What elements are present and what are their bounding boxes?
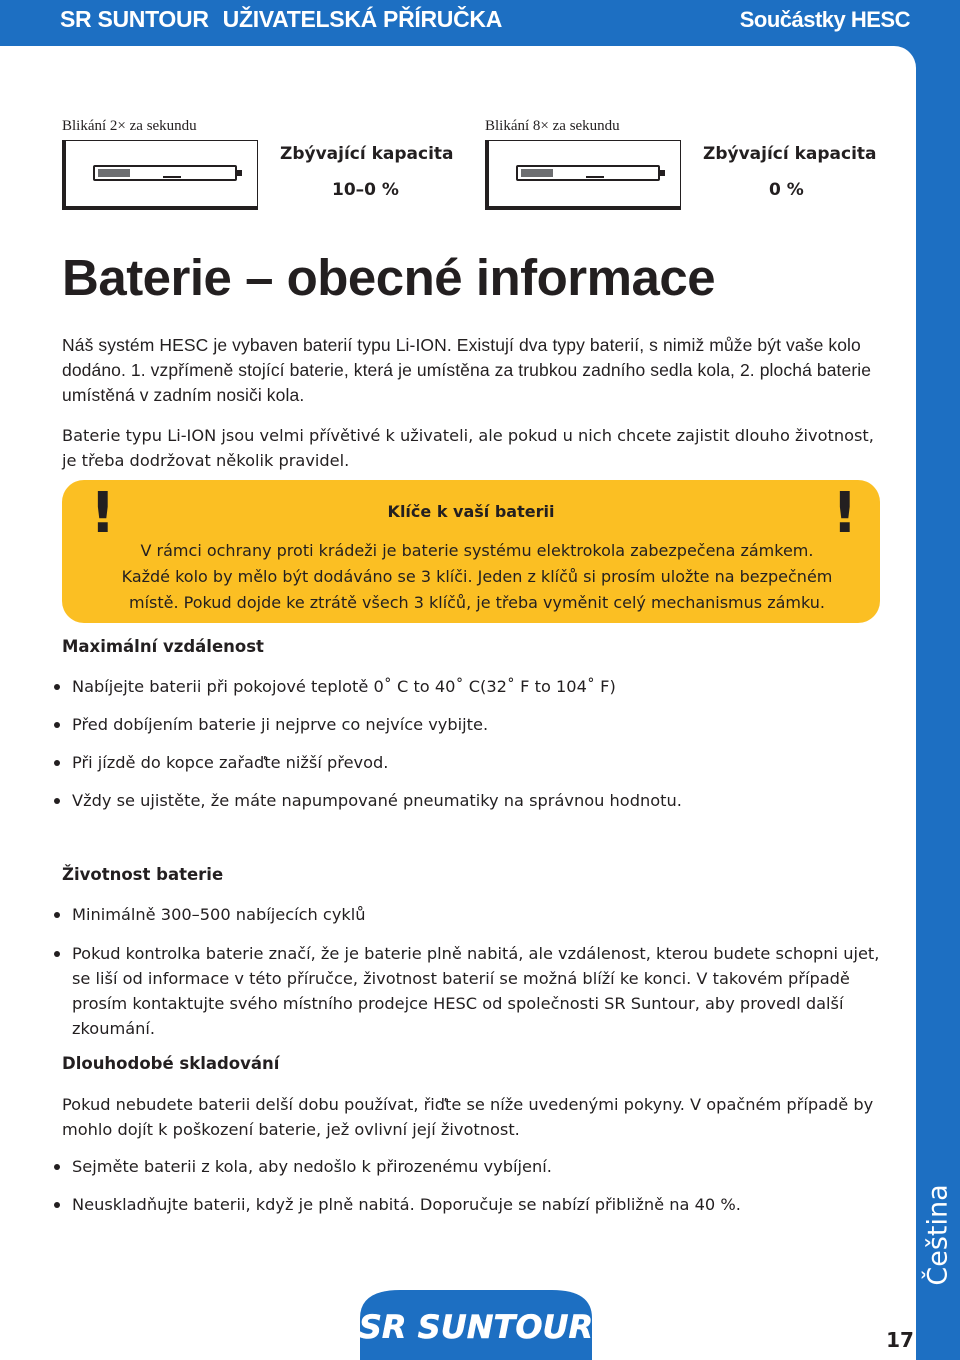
indicator-label: Zbývající kapacita — [280, 144, 454, 164]
list-item: Při jízdě do kopce zařaďte nižší převod. — [52, 750, 892, 775]
battery-indicator-1 — [62, 118, 462, 214]
battery-cell — [98, 169, 130, 177]
battery-tick — [163, 176, 181, 178]
sidebar-language — [918, 1180, 958, 1290]
indicator-value: 10–0 % — [332, 180, 399, 200]
header-title — [60, 6, 502, 33]
battery-tick — [586, 176, 604, 178]
battery-cell — [521, 169, 553, 177]
header-brand: SR SUNTOUR — [60, 6, 209, 32]
indicator-label: Zbývající kapacita — [703, 144, 877, 164]
page-number: 17 — [886, 1328, 914, 1352]
header-manual: UŽIVATELSKÁ PŘÍRUČKA — [222, 6, 503, 32]
section-heading-range: Maximální vzdálenost — [62, 637, 264, 656]
list-item: Neuskladňujte baterii, když je plně nabitá. Doporučuje se nabízí přibližně na 40 %. — [52, 1192, 892, 1217]
list-item: Nabíjejte baterii při pokojové teplotě 0˚ C to 40˚ C(32˚ F to 104˚ F) — [52, 674, 892, 699]
page-header — [0, 0, 960, 46]
indicator-display — [485, 140, 681, 210]
section-heading-storage: Dlouhodobé skladování — [62, 1054, 280, 1073]
suntour-logo — [340, 1288, 612, 1360]
section-heading-life: Životnost baterie — [62, 865, 224, 884]
battery-icon — [93, 165, 237, 181]
indicator-display — [62, 140, 258, 210]
warning-line: Každé kolo by mělo být dodáváno se 3 klíči. Jeden z klíčů si prosím uložte na bezpečném — [121, 567, 833, 586]
page-title: Baterie – obecné informace — [62, 249, 716, 306]
indicator-value: 0 % — [769, 180, 804, 200]
intro-paragraph-1: Náš systém HESC je vybaven baterií typu Li-ION. Existují dva typy baterií, s nimiž může být vaše kolo dodáno. 1. vzpřímeně stojící baterie, která je umístěna za trubkou zadního sedla kola, 2. plochá baterie umístěná v zadním nosiči kola. — [62, 335, 872, 405]
battery-icon — [516, 165, 660, 181]
list-item: Před dobíjením baterie ji nejprve co nejvíce vybijte. — [52, 712, 892, 737]
indicator-caption: Blikání 8× za sekundu — [485, 118, 620, 134]
logo-text: SR SUNTOUR — [358, 1308, 594, 1346]
language-label: Čeština — [922, 1184, 954, 1286]
header-section: Součástky HESC — [739, 7, 910, 32]
intro-paragraph-2: Baterie typu Li-ION jsou velmi přívětivé k uživateli, ale pokud u nich chcete zajistit dlouho životnost, je třeba dodržovat několik pravidel. — [62, 426, 874, 470]
battery-indicator-2 — [485, 118, 885, 214]
logo-icon — [340, 1288, 612, 1360]
warning-line: V rámci ochrany proti krádeži je baterie systému elektrokola zabezpečena zámkem. — [140, 541, 814, 560]
warning-line: místě. Pokud dojde ke ztrátě všech 3 klíčů, je třeba vyměnit celý mechanismus zámku. — [129, 593, 825, 612]
warning-title: Klíče k vaší baterii — [387, 502, 555, 521]
list-item: Sejměte baterii z kola, aby nedošlo k přirozenému vybíjení. — [52, 1154, 892, 1179]
exclamation-icon: ! — [90, 481, 116, 546]
warning-text — [82, 538, 872, 616]
indicator-caption: Blikání 2× za sekundu — [62, 118, 197, 134]
exclamation-icon: ! — [832, 481, 858, 546]
warning-box — [62, 480, 880, 623]
list-item: Vždy se ujistěte, že máte napumpované pneumatiky na správnou hodnotu. — [52, 788, 892, 813]
list-item: Pokud kontrolka baterie značí, že je baterie plně nabitá, ale vzdálenost, kterou budete schopni ujet, se liší od informace v této příručce, životnost baterií se možná blíží ke konci. V takovém případě prosím kontaktujte svého místního prodejce HESC od společnosti SR Suntour, aby provedl další zkoumání. — [52, 941, 892, 1041]
list-item: Minimálně 300–500 nabíjecích cyklů — [52, 902, 892, 927]
storage-paragraph: Pokud nebudete baterii delší dobu používat, řiďte se níže uvedenými pokyny. V opačném případě by mohlo dojít k poškození baterie, jež ovlivní její životnost. — [62, 1095, 874, 1139]
